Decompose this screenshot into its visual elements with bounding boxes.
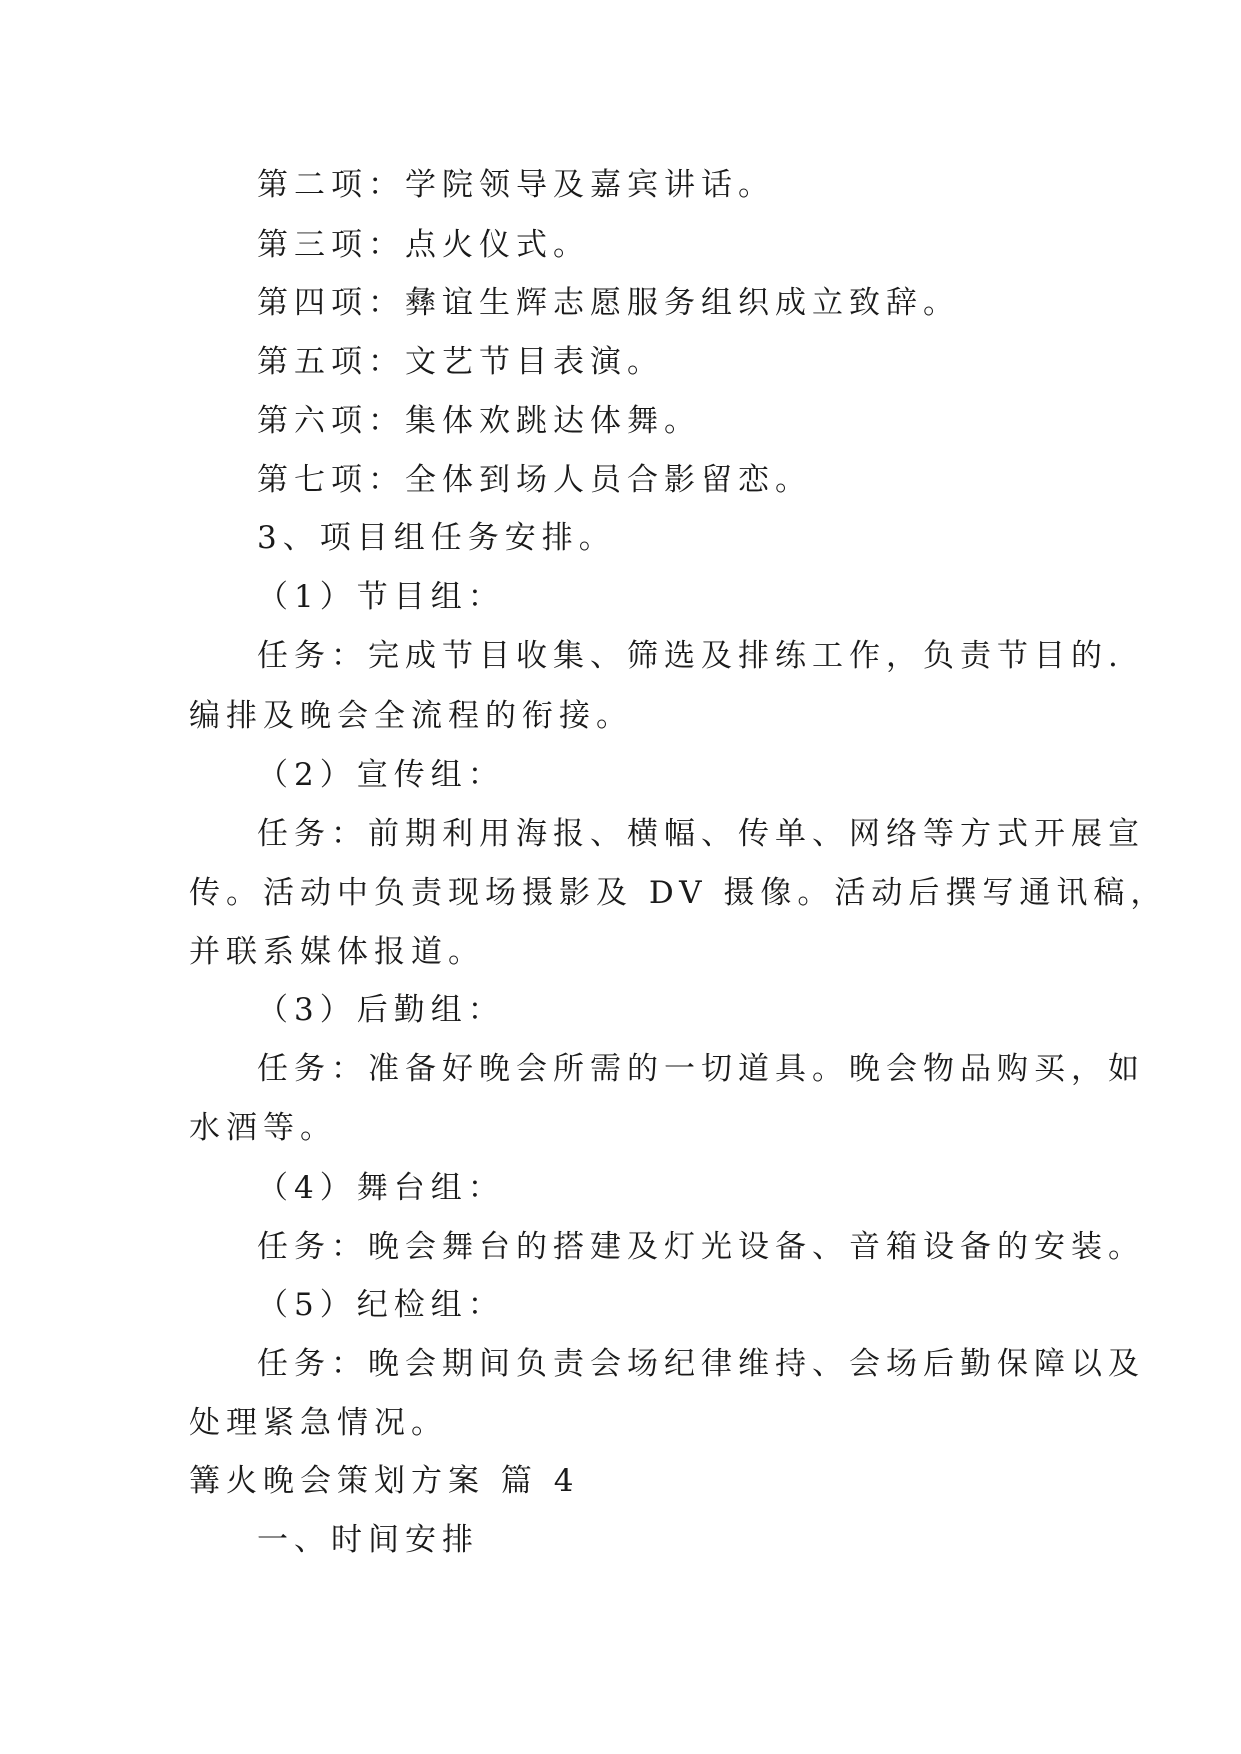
article-title: 篝火晚会策划方案 篇 4 [189, 1463, 580, 1499]
paragraph-line: 任务：晚会舞台的搭建及灯光设备、音箱设备的安装。 [257, 1229, 1145, 1265]
paragraph-line: 任务：完成节目收集、筛选及排练工作，负责节目的. [257, 638, 1124, 674]
group-heading-publicity: （2）宣传组： [257, 757, 505, 793]
agenda-item-3: 第三项：点火仪式。 [257, 227, 590, 263]
group-heading-logistics: （3）后勤组： [257, 992, 505, 1028]
paragraph-line: 水酒等。 [189, 1110, 337, 1146]
group-heading-discipline: （5）纪检组： [257, 1287, 505, 1323]
agenda-item-6: 第六项：集体欢跳达体舞。 [257, 403, 701, 439]
agenda-item-7: 第七项：全体到场人员合影留恋。 [257, 462, 812, 498]
paragraph-line: 处理紧急情况。 [189, 1405, 448, 1441]
paragraph-line: 并联系媒体报道。 [189, 934, 485, 970]
paragraph-line: 任务：准备好晚会所需的一切道具。晚会物品购买，如 [257, 1051, 1145, 1087]
paragraph-line: 任务：晚会期间负责会场纪律维持、会场后勤保障以及 [257, 1346, 1145, 1382]
section-heading-tasks: 3、项目组任务安排。 [257, 520, 616, 556]
agenda-item-2: 第二项：学院领导及嘉宾讲话。 [257, 167, 775, 203]
section-heading-schedule: 一、时间安排 [257, 1522, 479, 1558]
agenda-item-4: 第四项：彝谊生辉志愿服务组织成立致辞。 [257, 285, 960, 321]
group-heading-stage: （4）舞台组： [257, 1170, 505, 1206]
paragraph-line: 任务：前期利用海报、横幅、传单、网络等方式开展宣 [257, 816, 1145, 852]
group-heading-program: （1）节目组： [257, 579, 505, 615]
paragraph-line: 编排及晚会全流程的衔接。 [189, 698, 633, 734]
paragraph-line: 传。活动中负责现场摄影及 DV 摄像。活动后撰写通讯稿， [189, 875, 1168, 911]
agenda-item-5: 第五项：文艺节目表演。 [257, 344, 664, 380]
